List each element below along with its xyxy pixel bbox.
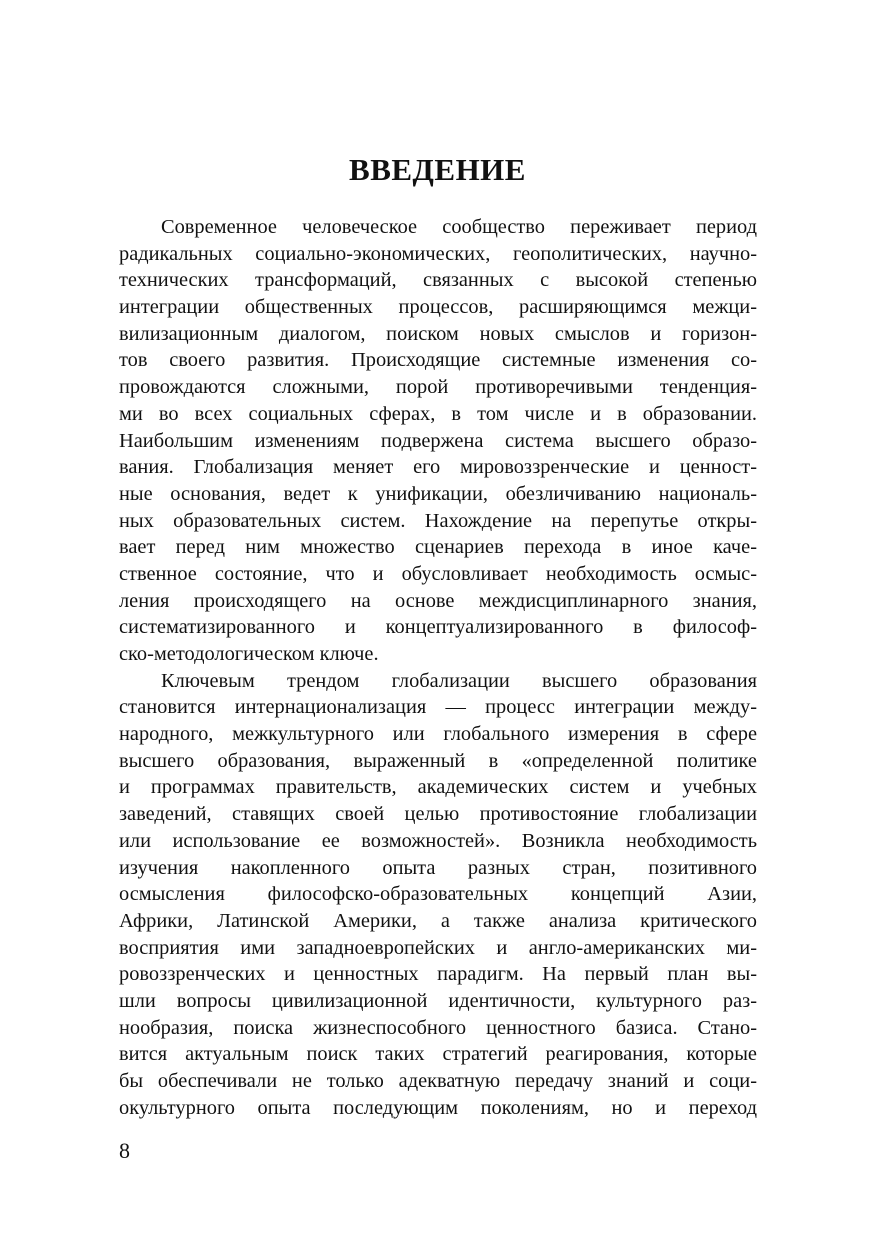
paragraph-2 [119, 668, 757, 1122]
text-line: тов своего развития. Происходящие системные изменения со- [119, 349, 757, 372]
text-line: ления происходящего на основе междисциплинарного знания, [119, 589, 757, 612]
text-line: технических трансформаций, связанных с высокой степенью [119, 269, 757, 292]
text-line: вания. Глобализация меняет его мировоззренческие и ценност- [119, 456, 757, 479]
text-line: радикальных социально-экономических, геополитических, научно- [119, 242, 757, 265]
text-line: интеграции общественных процессов, расширяющимся межци- [119, 296, 757, 319]
text-line: ные основания, ведет к унификации, обезличиванию националь- [119, 482, 757, 505]
text-line: Африки, Латинской Америки, а также анализа критического [119, 909, 757, 932]
text-line: Наибольшим изменениям подвержена система высшего образо- [119, 429, 757, 452]
text-line: окультурного опыта последующим поколениям, но и переход [119, 1096, 757, 1119]
text-line: нообразия, поиска жизнеспособного ценностного базиса. Стано- [119, 1016, 757, 1039]
text-line: осмысления философско-образовательных концепций Азии, [119, 883, 757, 906]
page-number: 8 [119, 1138, 130, 1163]
text-line: Современное человеческое сообщество переживает период [161, 216, 757, 238]
text-line: ственное состояние, что и обусловливает необходимость осмыс- [119, 562, 757, 585]
text-line: ско-методологическом ключе. [119, 643, 379, 665]
text-line: вилизационным диалогом, поиском новых смыслов и горизон- [119, 322, 757, 345]
text-line: шли вопросы цивилизационной идентичности, культурного раз- [119, 989, 757, 1012]
text-line: провождаются сложными, порой противоречивыми тенденция- [119, 376, 757, 399]
text-line: вится актуальным поиск таких стратегий реагирования, которые [119, 1043, 757, 1066]
text-line: и программах правительств, академических систем и учебных [119, 776, 757, 799]
text-line: высшего образования, выраженный в «определенной политике [119, 749, 757, 772]
body-text [119, 214, 757, 1121]
text-line: ровоззренческих и ценностных парадигм. На первый план вы- [119, 963, 757, 986]
page-title: ВВЕДЕНИЕ [349, 152, 526, 187]
text-line: восприятия ими западноевропейских и англо-американских ми- [119, 936, 757, 959]
text-line: заведений, ставящих своей целью противостояние глобализации [119, 803, 757, 826]
text-line: вает перед ним множество сценариев перехода в иное каче- [119, 536, 757, 559]
text-line: систематизированного и концептуализированного в философ- [119, 616, 757, 639]
text-line: изучения накопленного опыта разных стран, позитивного [119, 856, 757, 879]
text-line: бы обеспечивали не только адекватную передачу знаний и соци- [119, 1070, 757, 1092]
paragraph-1 [119, 214, 757, 668]
text-line: ми во всех социальных сферах, в том числе и в образовании. [119, 402, 757, 425]
text-line: ных образовательных систем. Нахождение на перепутье откры- [119, 509, 757, 532]
text-line: Ключевым трендом глобализации высшего образования [161, 669, 757, 692]
text-line: или использование ее возможностей». Возникла необходимость [119, 829, 757, 852]
text-line: становится интернационализация — процесс интеграции между- [119, 696, 757, 719]
text-line: народного, межкультурного или глобального измерения в сфере [119, 723, 757, 746]
